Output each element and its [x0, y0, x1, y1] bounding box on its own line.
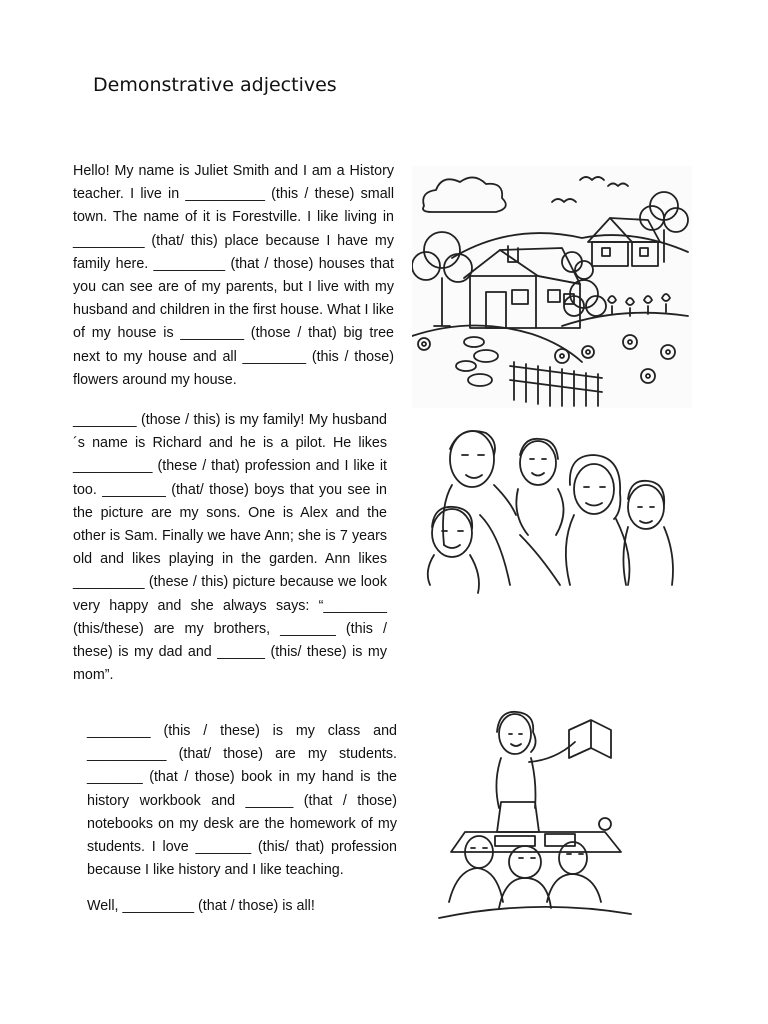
house-landscape-drawing: [412, 166, 692, 408]
paragraph-home: Hello! My name is Juliet Smith and I am a History teacher. I live in __________ (this / these) small town. The name of it is Forestville. I like living in _________ (that/ this) place because I have my family here. _________ (that / those) houses that you can see are of my parents, but I live with my husband and children in the first house. What I like of my house is ________ (those / that) big tree next to my house and all ________ (this / those) flowers around my house.: [73, 163, 394, 388]
house-landscape-illustration: [412, 166, 692, 408]
paragraph-class: ________ (this / these) is my class and __________ (that/ those) are my students. _______ (that / those) book in my hand is the history workbook and ______ (that / those) notebooks on my desk are the homework of my students. I love _______ (this/ that) profession because I like history and I like teaching.: [87, 723, 397, 879]
paragraph-family: ________ (those / this) is my family! My husband´s name is Richard and he is a pilot. He likes __________ (these / that) profession and I like it too. ________ (that/ those) boys that you see in the picture are my sons. One is Alex and the other is Sam. Finally we have Ann; she is 7 years old and likes playing in the garden. Ann likes _________ (these / this) picture because we look very happy and she always says: “________ (this/these) are my brothers, _______ (this / these) is my dad and ______ (this/ these) is my mom”.: [73, 412, 387, 684]
paragraph-closing: Well, _________ (that / those) is all!: [87, 898, 315, 914]
classroom-illustration: [435, 702, 635, 922]
family-illustration: [420, 415, 680, 595]
family-portrait-drawing: [420, 415, 680, 595]
page-title: Demonstrative adjectives: [93, 74, 337, 96]
teacher-classroom-drawing: [435, 702, 635, 922]
